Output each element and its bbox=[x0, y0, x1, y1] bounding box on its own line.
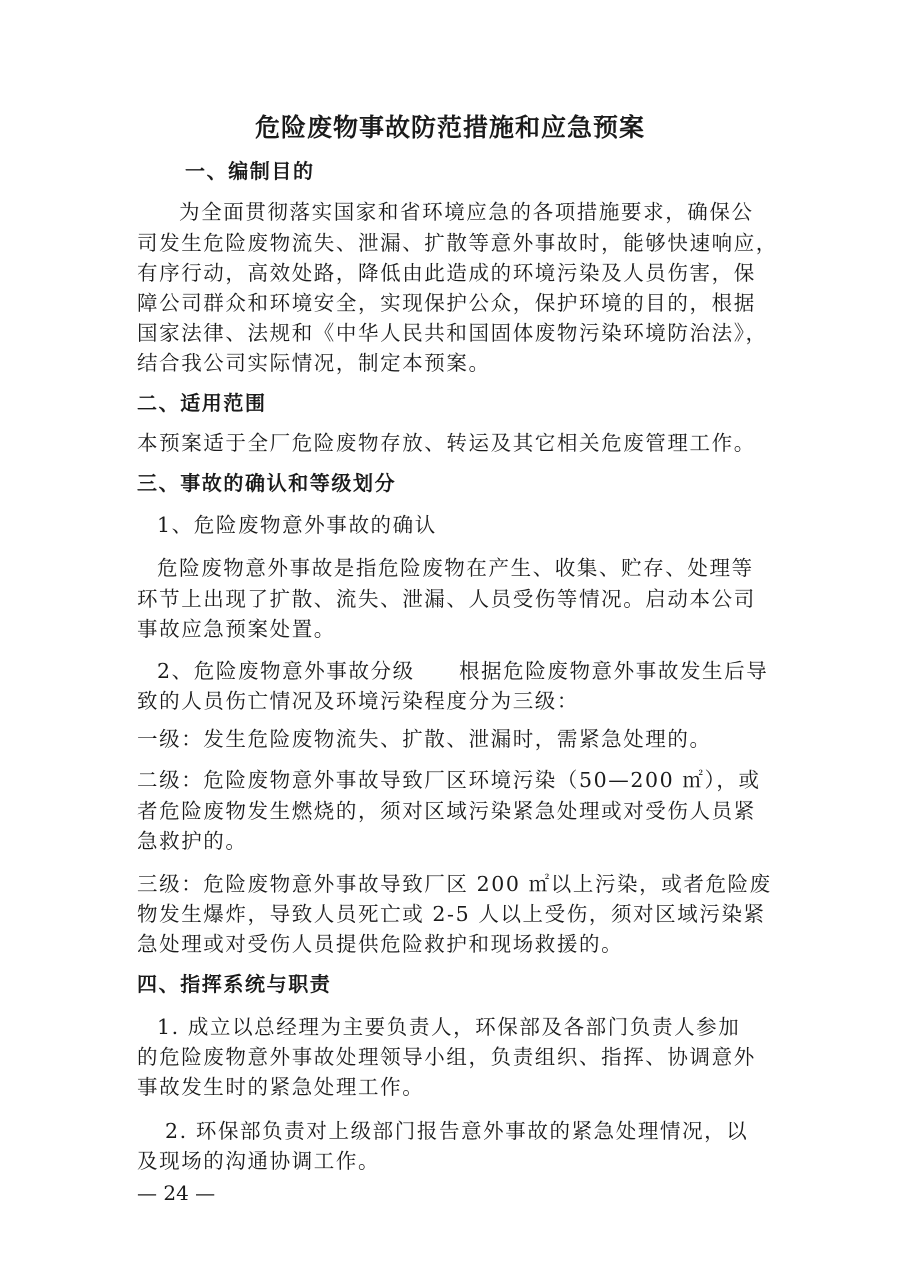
paragraph-line: 2、危险废物意外事故分级 根据危险废物意外事故发生后导 bbox=[157, 659, 769, 683]
paragraph-line: 1. 成立以总经理为主要负责人，环保部及各部门负责人参加 bbox=[157, 1015, 741, 1039]
section-heading: 三、事故的确认和等级划分 bbox=[137, 471, 397, 495]
paragraph-line: 司发生危险废物流失、泄漏、扩散等意外事故时，能够快速响应， bbox=[137, 231, 778, 255]
paragraph-line: 2. 环保部负责对上级部门报告意外事故的紧急处理情况，以 bbox=[165, 1119, 749, 1143]
paragraph-line: 急救护的。 bbox=[137, 829, 248, 853]
section-heading: 四、指挥系统与职责 bbox=[137, 972, 332, 996]
paragraph-line: 事故发生时的紧急处理工作。 bbox=[137, 1075, 425, 1099]
paragraph-line: 国家法律、法规和《中华人民共和国固体废物污染环境防治法》， bbox=[137, 321, 768, 345]
paragraph-line: 环节上出现了扩散、流失、泄漏、人员受伤等情况。启动本公司 bbox=[137, 587, 756, 611]
paragraph-line: 物发生爆炸，导致人员死亡或 2-5 人以上受伤，须对区域污染紧 bbox=[137, 902, 766, 926]
paragraph-line: 急处理或对受伤人员提供危险救护和现场救援的。 bbox=[137, 932, 624, 956]
document-title: 危险废物事故防范措施和应急预案 bbox=[254, 113, 645, 142]
paragraph-line: 一级：发生危险废物流失、扩散、泄漏时，需紧急处理的。 bbox=[137, 727, 712, 751]
paragraph-line: 的危险废物意外事故处理领导小组，负责组织、指挥、协调意外 bbox=[137, 1045, 756, 1069]
page-number: — 24 — bbox=[137, 1181, 216, 1205]
paragraph-line: 二级：危险废物意外事故导致厂区环境污染（50—200 ㎡），或 bbox=[137, 768, 761, 792]
paragraph-line: 危险废物意外事故是指危险废物在产生、收集、贮存、处理等 bbox=[157, 556, 754, 580]
section-heading: 二、适用范围 bbox=[137, 391, 267, 415]
paragraph-line: 为全面贯彻落实国家和省环境应急的各项措施要求，确保公 bbox=[179, 200, 754, 224]
paragraph-line: 本预案适于全厂危险废物存放、转运及其它相关危废管理工作。 bbox=[137, 431, 756, 455]
section-heading: 一、编制目的 bbox=[185, 159, 315, 183]
paragraph-line: 三级：危险废物意外事故导致厂区 200 ㎡以上污染，或者危险废 bbox=[137, 872, 772, 896]
paragraph-line: 者危险废物发生燃烧的，须对区域污染紧急处理或对受伤人员紧 bbox=[137, 799, 756, 823]
paragraph-line: 结合我公司实际情况，制定本预案。 bbox=[137, 351, 491, 375]
paragraph-line: 事故应急预案处置。 bbox=[137, 617, 336, 641]
paragraph-line: 1、危险废物意外事故的确认 bbox=[157, 513, 437, 537]
paragraph-line: 致的人员伤亡情况及环境污染程度分为三级： bbox=[137, 689, 579, 713]
paragraph-line: 及现场的沟通协调工作。 bbox=[137, 1149, 381, 1173]
paragraph-line: 障公司群众和环境安全，实现保护公众，保护环境的目的，根据 bbox=[137, 291, 756, 315]
paragraph-line: 有序行动，高效处路，降低由此造成的环境污染及人员伤害，保 bbox=[137, 261, 756, 285]
